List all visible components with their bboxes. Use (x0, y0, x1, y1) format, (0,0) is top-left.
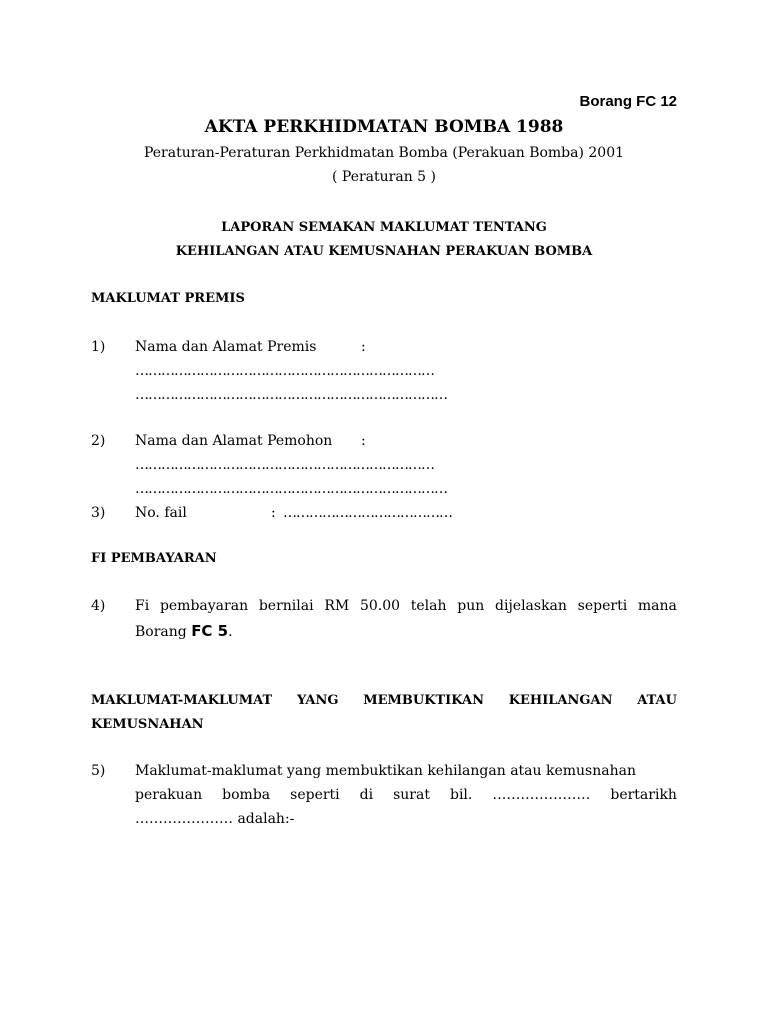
fee-line1-word: pembayaran (159, 598, 249, 614)
evidence-line2-word: ………………… (492, 787, 591, 803)
item-3-label: No. fail (135, 505, 187, 521)
applicant-address-line-1: …………………………………………………………… (135, 457, 434, 473)
regulation-title: Peraturan-Peraturan Perkhidmatan Bomba (Perakuan Bomba) 2001 (143, 145, 625, 161)
evidence-statement-line-3: ………………… adalah:- (135, 811, 295, 827)
fee-line1-word: mana (637, 598, 677, 614)
item-1-label: Nama dan Alamat Premis (135, 339, 317, 355)
file-number-line: ………………………………… (283, 505, 452, 521)
report-title-line-2: KEHILANGAN ATAU KEMUSNAHAN PERAKUAN BOMBA (175, 244, 593, 259)
fee-line2-prefix: Borang (135, 624, 187, 640)
evidence-heading-word: MAKLUMAT-MAKLUMAT (91, 693, 273, 708)
form-code: Borang FC 12 (579, 93, 677, 110)
premises-address-line-2: ……………………………………………………………… (135, 387, 447, 403)
item-5-number: 5) (91, 763, 106, 779)
evidence-heading-word: KEHILANGAN (508, 693, 613, 708)
item-1-number: 1) (91, 339, 106, 355)
fee-line1-word: RM (324, 598, 350, 614)
applicant-address-line-2: ……………………………………………………………… (135, 481, 447, 497)
item-2-label: Nama dan Alamat Pemohon (135, 433, 333, 449)
act-title: AKTA PERKHIDMATAN BOMBA 1988 (204, 117, 564, 137)
item-3-colon: : (271, 505, 276, 521)
fee-line1-word: telah (410, 598, 447, 614)
fee-line1-word: dijelaskan (495, 598, 567, 614)
item-2-colon: : (361, 433, 366, 449)
item-1-colon: : (361, 339, 366, 355)
fee-line1-word: seperti (577, 598, 628, 614)
evidence-heading-word: YANG (296, 693, 339, 708)
fee-section-heading: FI PEMBAYARAN (91, 551, 217, 566)
evidence-heading-word: ATAU (637, 693, 677, 708)
evidence-line2-word: bil. (449, 787, 473, 803)
premises-address-line-1: …………………………………………………………… (135, 363, 434, 379)
regulation-reference: ( Peraturan 5 ) (332, 169, 436, 185)
evidence-line2-word: bertarikh (610, 787, 677, 803)
fee-line1-word: 50.00 (359, 598, 401, 614)
evidence-line2-word: seperti (290, 787, 340, 803)
report-title-line-1: LAPORAN SEMAKAN MAKLUMAT TENTANG (221, 220, 547, 235)
premises-section-heading: MAKLUMAT PREMIS (91, 291, 245, 306)
evidence-line2-word: di (359, 787, 374, 803)
fee-line1-word: bernilai (258, 598, 314, 614)
evidence-statement-line-2 (135, 787, 677, 803)
fee-line2-suffix: . (228, 624, 233, 640)
fee-statement-line-2 (135, 622, 233, 640)
evidence-line2-word: perakuan (135, 787, 203, 803)
evidence-section-heading-line-2: KEMUSNAHAN (91, 717, 204, 732)
item-3-number: 3) (91, 505, 106, 521)
evidence-line2-word: bomba (222, 787, 271, 803)
form-fc5-reference: FC 5 (191, 622, 229, 640)
fee-statement-line-1 (135, 598, 677, 614)
fee-line1-word: pun (457, 598, 485, 614)
item-4-number: 4) (91, 598, 106, 614)
evidence-section-heading-line-1 (91, 693, 677, 708)
item-2-number: 2) (91, 433, 106, 449)
evidence-line2-word: surat (393, 787, 430, 803)
fee-line1-word: Fi (135, 598, 150, 614)
evidence-statement-line-1: Maklumat-maklumat yang membuktikan kehilangan atau kemusnahan (135, 763, 636, 779)
evidence-heading-word: MEMBUKTIKAN (363, 693, 484, 708)
